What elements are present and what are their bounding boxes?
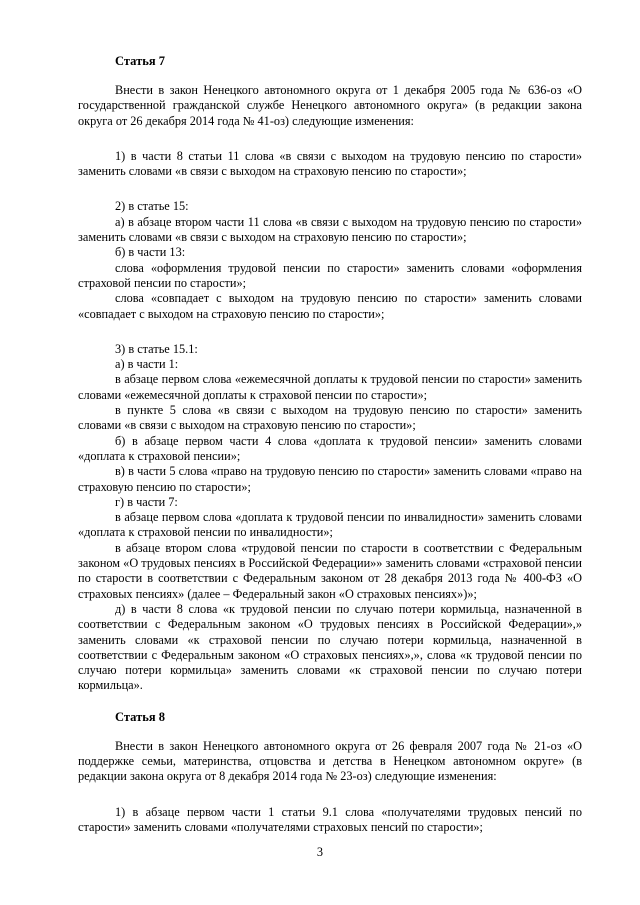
article-7-item-3g: г) в части 7: [115, 494, 178, 509]
article-7-intro: Внести в закон Ненецкого автономного округа от 1 декабря 2005 года № 636-оз «О государственной гражданской службе Ненецкого автономного округа» (в редакции закона округа от 26 декабря 2014 года № 41-оз) следующие изменения: [78, 83, 582, 128]
article-7-item-2b-words-2: слова «совпадает с выходом на трудовую пенсию по старости» заменить словами «совпадает с выходом на страховую пенсию по старости»; [78, 291, 582, 321]
article-7-item-2b: б) в части 13: [115, 245, 186, 260]
article-7-item-3g-para-1: в абзаце первом слова «доплата к трудовой пенсии по инвалидности» заменить словами «доплата к страховой пенсии по инвалидности»; [78, 510, 582, 540]
article-7-item-2a: а) в абзаце втором части 11 слова «в связи с выходом на трудовую пенсию по старости» заменить словами «в связи с выходом на страховую пенсию по старости»; [78, 214, 582, 245]
page-number: 3 [316, 845, 324, 859]
article-8-intro: Внести в закон Ненецкого автономного округа от 26 февраля 2007 года № 21-оз «О поддержке семьи, материнства, отцовства и детства в Ненецком автономном округе» (в редакции закона округа от 8 декабря 2014 года № 23-оз) следующие изменения: [78, 738, 582, 784]
article-7-item-2b-words-1: слова «оформления трудовой пенсии по старости» заменить словами «оформления страховой пенсии по старости»; [78, 260, 582, 290]
article-8-item-1: 1) в абзаце первом части 1 статьи 9.1 слова «получателями трудовых пенсий по старости» заменить словами «получателями страховых пенсий по старости»; [78, 804, 582, 834]
article-7-item-3v: в) в части 5 слова «право на трудовую пенсию по старости» заменить словами «право на страховую пенсию по старости»; [78, 464, 582, 494]
article-7-item-3: 3) в статье 15.1: [115, 341, 198, 356]
article-7-item-3a: а) в части 1: [115, 357, 179, 372]
article-7-item-2: 2) в статье 15: [115, 199, 189, 214]
article-8-heading: Статья 8 [115, 709, 165, 724]
article-7-item-3b: б) в абзаце первом части 4 слова «доплата к трудовой пенсии» заменить словами «доплата к страховой пенсии»; [78, 433, 582, 463]
article-7-item-3a-point-5: в пункте 5 слова «в связи с выходом на трудовую пенсию по старости» заменить словами «в связи с выходом на страховую пенсию по старости»; [78, 403, 582, 433]
article-7-item-3d: д) в части 8 слова «к трудовой пенсии по случаю потери кормильца, назначенной в соответствии с Федеральным законом «О трудовых пенсиях в Российской Федерации»,» заменить словами «к страховой пенсии по случаю потери кормильца, назначенной в соответствии с Федеральным законом «О страховых пенсиях»,», слова «к трудовой пенсии по случаю потери кормильца» заменить словами «к страховой пенсии по случаю потери кормильца». [78, 601, 582, 693]
article-7-item-3g-para-2: в абзаце втором слова «трудовой пенсии по старости в соответствии с Федеральным законом «О трудовых пенсиях в Российской Федерации»» заменить словами «страховой пенсии по старости в соответствии с Федеральным законом от 28 декабря 2013 года № 400-ФЗ «О страховых пенсиях» (далее – Федеральный закон «О страховых пенсиях»)»; [78, 540, 582, 601]
article-7-item-1: 1) в части 8 статьи 11 слова «в связи с выходом на трудовую пенсию по старости» заменить словами «в связи с выходом на страховую пенсию по старости»; [78, 148, 582, 179]
article-7-item-3a-para-1: в абзаце первом слова «ежемесячной доплаты к трудовой пенсии по старости» заменить словами «ежемесячной доплаты к страховой пенсии по старости»; [78, 372, 582, 402]
article-7-heading: Статья 7 [115, 54, 165, 68]
